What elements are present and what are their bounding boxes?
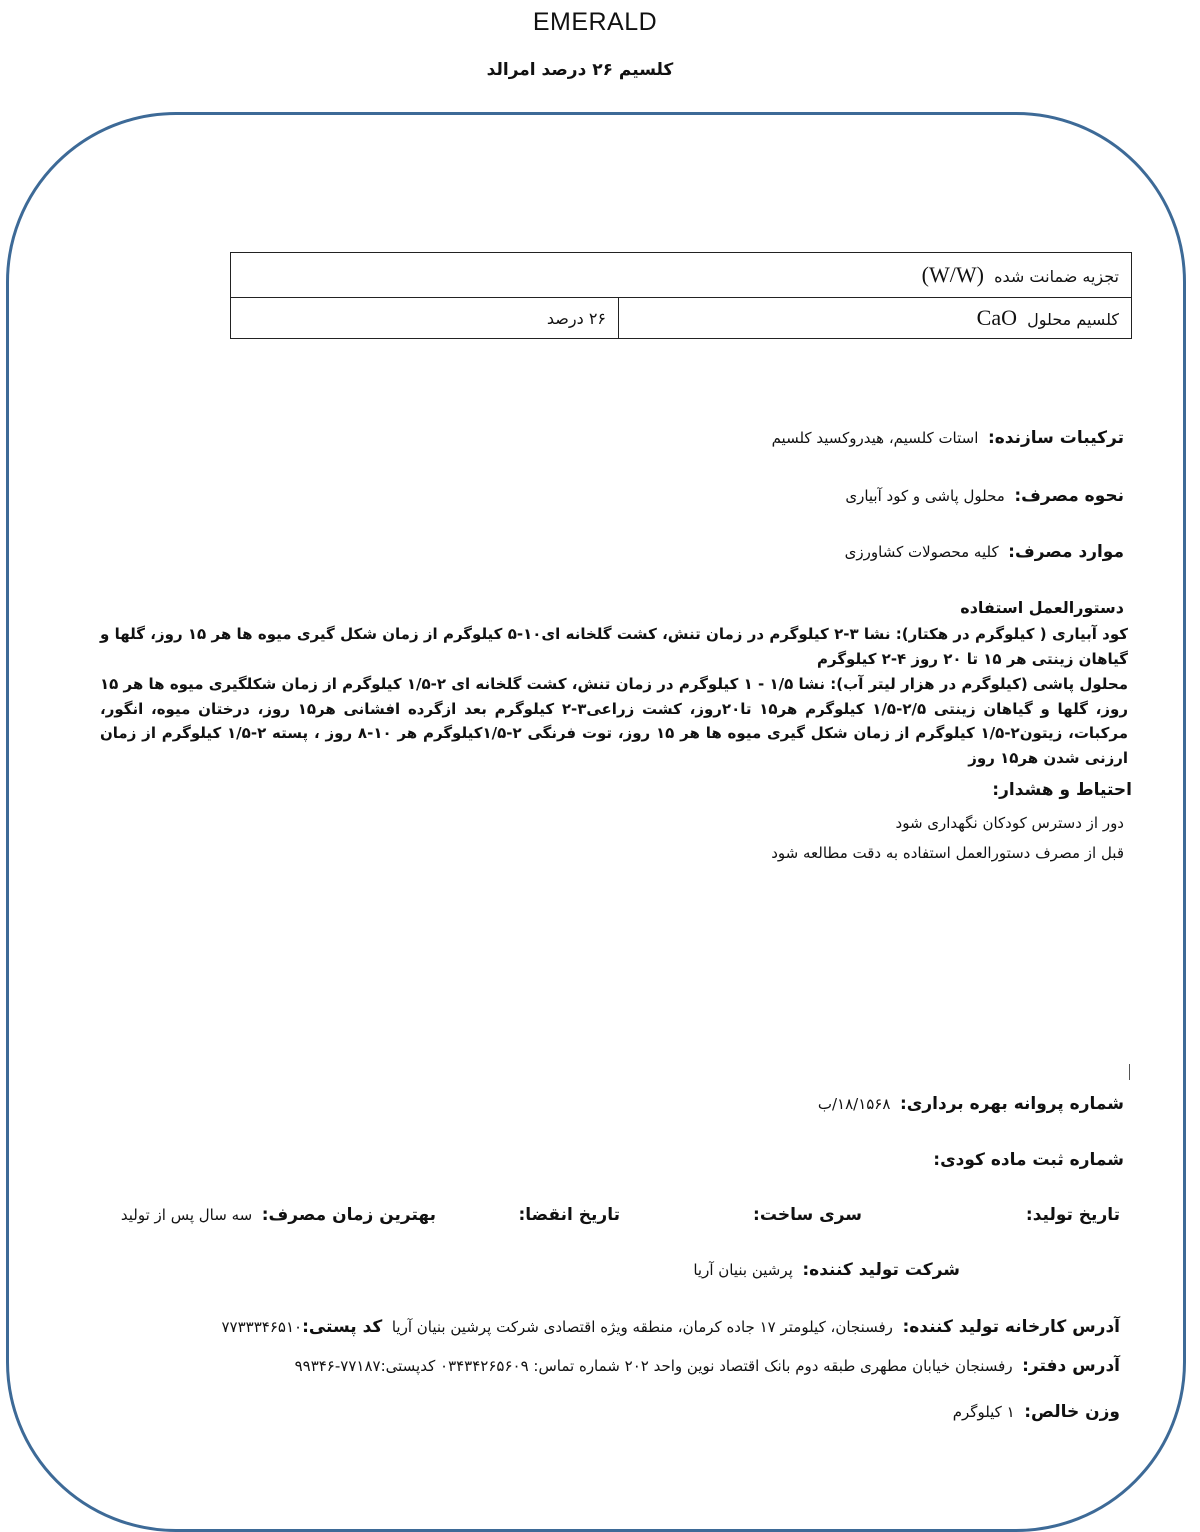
uses-field — [845, 542, 1124, 562]
fertigation-paragraph: کود آبیاری ( کیلوگرم در هکتار): نشا ۳-۲ کیلوگرم در زمان تنش، کشت گلخانه ای۱۰-۵ کیلوگرم از زمان شکل گیری میوه ها هر ۱۵ روز، گلها و گیاهان زینتی هر ۱۵ تا ۲۰ روز ۴-۲ کیلوگرم — [100, 625, 1128, 668]
production-date-field — [1026, 1205, 1120, 1225]
table-header-cell — [231, 253, 1132, 298]
office-address-label: آدرس دفتر: — [1022, 1356, 1120, 1376]
expiry-field — [519, 1205, 621, 1225]
uses-label: موارد مصرف: — [1008, 542, 1124, 562]
office-address-field — [295, 1356, 1120, 1376]
uses-value: کلیه محصولات کشاورزی — [844, 543, 999, 561]
component-name: کلسیم محلول — [1027, 310, 1119, 329]
net-weight-field — [953, 1402, 1120, 1422]
foliar-paragraph: محلول پاشی (کیلوگرم در هزار لیتر آب): نشا ۱/۵ - ۱ کیلوگرم در زمان تنش، کشت گلخانه ای ۲-۱/۵ کیلوگرم از زمان شکلگیری میوه ها هر ۱۵ روز، گلها و گیاهان زینتی ۲/۵-۱/۵ کیلوگرم هر۱۵ تا۲۰روز، کشت زراعی۳-۲ کیلوگرم بعد ازگرده افشانی هر۱۵ روز، درختان میوه، انگور، مرکبات، زیتون۲-۱/۵ کیلوگرم از زمان شکل گیری میوه ها هر ۱۵ روز، توت فرنگی ۲-۱/۵کیلوگرم هر ۱۰-۸ روز ، پسته ۲-۱/۵ کیلوگرم از زمان ارزنی شدن هر۱۵ روز — [100, 675, 1128, 767]
postal-code-label: کد پستی: — [302, 1317, 383, 1337]
table-row — [231, 298, 1132, 339]
license-value: ۱۸/۱۵۶۸/ب — [817, 1095, 891, 1113]
guaranteed-analysis-table — [230, 252, 1132, 339]
table-cell-component — [619, 298, 1132, 339]
warnings-heading: احتیاط و هشدار: — [992, 780, 1132, 800]
analysis-title: تجزیه ضمانت شده — [994, 267, 1119, 286]
manufacturer-field — [693, 1260, 960, 1280]
ingredients-value: استات کلسیم، هیدروکسید کلسیم — [771, 429, 979, 447]
ingredients-label: ترکیبات سازنده: — [987, 428, 1124, 448]
postal-code-value: ۷۷۳۳۳۴۶۵۱۰ — [221, 1318, 303, 1336]
factory-address-field — [221, 1317, 1120, 1337]
registration-field — [933, 1150, 1124, 1170]
table-row — [231, 253, 1132, 298]
brand-title: EMERALD — [532, 8, 658, 36]
expiry-label: تاریخ انقضا: — [518, 1205, 620, 1225]
product-subtitle: کلسیم ۲۶ درصد امرالد — [486, 60, 674, 80]
series-field — [753, 1205, 862, 1225]
office-address-value: رفسنجان خیابان مطهری طبقه دوم بانک اقتصاد نوین واحد ۲۰۲ شماره تماس: ۰۳۴۳۴۲۶۵۶۰۹ کدپستی:۷۷۱۸۷-۹۹۳۴۶ — [294, 1357, 1013, 1375]
table-cell-value: ۲۶ درصد — [231, 298, 619, 339]
license-label: شماره پروانه بهره برداری: — [899, 1094, 1124, 1114]
license-field — [818, 1094, 1124, 1114]
best-use-label: بهترین زمان مصرف: — [261, 1205, 436, 1225]
best-use-value: سه سال پس از تولید — [120, 1206, 253, 1224]
net-weight-value: ۱ کیلوگرم — [952, 1403, 1015, 1421]
method-field — [845, 486, 1124, 506]
manufacturer-value: پرشین بنیان آریا — [693, 1261, 793, 1279]
net-weight-label: وزن خالص: — [1024, 1402, 1120, 1422]
warning-item: دور از دسترس کودکان نگهداری شود — [895, 814, 1124, 832]
method-value: محلول پاشی و کود آبیاری — [845, 487, 1005, 505]
method-label: نحوه مصرف: — [1014, 486, 1124, 506]
component-formula: CaO — [976, 305, 1017, 330]
text-cursor — [1129, 1064, 1130, 1080]
series-label: سری ساخت: — [753, 1205, 862, 1225]
warning-item: قبل از مصرف دستورالعمل استفاده به دقت مطالعه شود — [771, 844, 1124, 862]
production-date-label: تاریخ تولید: — [1025, 1205, 1120, 1225]
analysis-unit: (W/W) — [921, 262, 984, 287]
registration-label: شماره ثبت ماده کودی: — [933, 1150, 1124, 1170]
factory-address-label: آدرس کارخانه تولید کننده: — [902, 1317, 1120, 1337]
manufacturer-label: شرکت تولید کننده: — [802, 1260, 960, 1280]
instructions-heading: دستورالعمل استفاده — [960, 598, 1124, 617]
factory-address-value: رفسنجان، کیلومتر ۱۷ جاده کرمان، منطقه ویژه اقتصادی شرکت پرشین بنیان آریا — [391, 1318, 893, 1336]
ingredients-field — [772, 428, 1124, 448]
best-use-field — [121, 1205, 436, 1225]
